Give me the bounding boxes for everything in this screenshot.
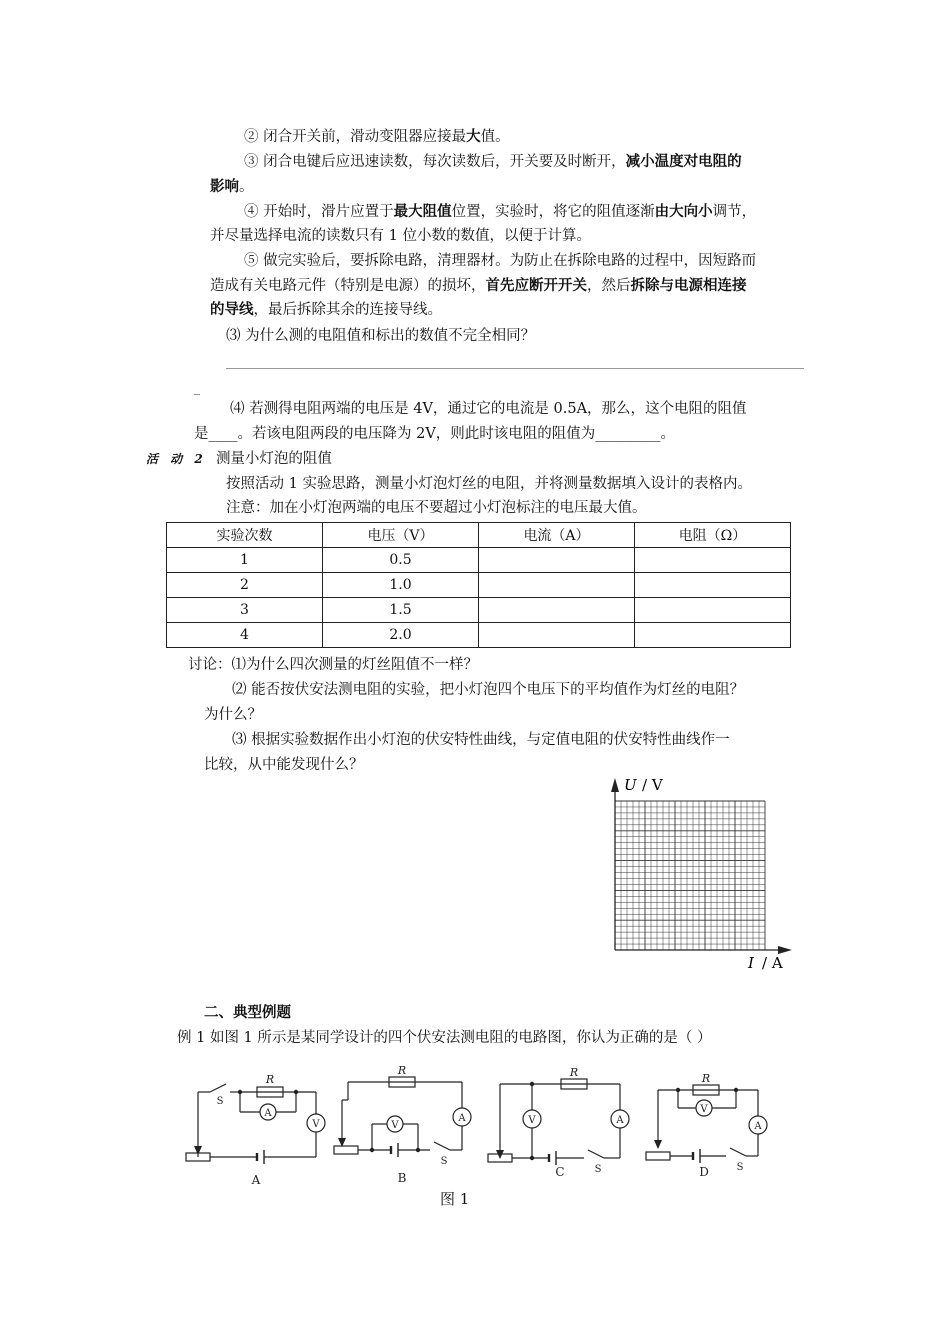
circuit-label-a: A — [251, 1173, 261, 1187]
circuit-label-d: D — [699, 1165, 709, 1179]
circuit-c — [488, 1079, 629, 1165]
circuit-label-b: B — [397, 1171, 407, 1185]
section-2-title: 二、典型例题 — [204, 1004, 291, 1021]
table-header: 实验次数 — [167, 523, 323, 548]
table-cell[interactable] — [635, 598, 791, 623]
step-4-line1: ④ 开始时，滑片应置于最大阻值位置，实验时，将它的阻值逐渐由大向小调节， — [244, 203, 757, 220]
question-4-line2: 是____。若该电阻两段的电压降为 2V，则此时该电阻的阻值为_________。 — [194, 426, 676, 442]
table-header-row — [167, 523, 791, 548]
activity-tag: 活 动 2 — [146, 452, 207, 466]
table-cell[interactable] — [635, 623, 791, 648]
discussion-3-line2: 比较，从中能发现什么？ — [204, 757, 364, 773]
discussion-1: 讨论：⑴为什么四次测量的灯丝阻值不一样？ — [188, 657, 478, 673]
table-row — [167, 598, 791, 623]
answer-line — [226, 368, 804, 369]
svg-text:R: R — [265, 1073, 275, 1086]
discussion-2-line2: 为什么？ — [204, 707, 262, 723]
svg-text:V: V — [528, 1115, 536, 1126]
step-5-line3: 的导线，最后拆除其余的连接导线。 — [210, 301, 442, 318]
table-cell: 1.5 — [323, 598, 479, 623]
discussion-3-line1: ⑶ 根据实验数据作出小灯泡的伏安特性曲线，与定值电阻的伏安特性曲线作一 — [232, 732, 730, 748]
step-2: ② 闭合开关前，滑动变阻器应接最大值。 — [244, 128, 510, 145]
step-5-line2: 造成有关电路元件（特别是电源）的损坏，首先应断开开关，然后拆除与电源相连接 — [210, 277, 747, 294]
svg-text:S: S — [440, 1156, 448, 1167]
svg-text:A: A — [616, 1115, 624, 1126]
ui-graph — [598, 770, 798, 976]
step-4-line2: 并尽量选择电流的读数只有 1 位小数的数值，以便于计算。 — [210, 228, 591, 244]
table-cell: 0.5 — [323, 548, 479, 573]
activity-2-note: 注意：加在小灯泡两端的电压不要超过小灯泡标注的电压最大值。 — [226, 500, 647, 516]
table-cell[interactable] — [479, 623, 635, 648]
circuit-figure — [180, 1060, 780, 1210]
x-axis-var: I — [748, 954, 754, 972]
answer-line-tail: _ — [194, 381, 200, 395]
svg-text:S: S — [594, 1164, 602, 1175]
measurement-table — [166, 522, 791, 648]
table-cell[interactable] — [635, 573, 791, 598]
table-cell[interactable] — [635, 548, 791, 573]
table-cell[interactable] — [479, 548, 635, 573]
y-arrow-icon — [611, 778, 619, 792]
svg-text:A: A — [754, 1121, 762, 1132]
svg-text:V: V — [391, 1120, 399, 1131]
question-3: ⑶ 为什么测的电阻值和标出的数值不完全相同？ — [226, 328, 536, 344]
table-header: 电压（V） — [323, 523, 479, 548]
svg-text:A: A — [264, 1108, 272, 1119]
table-cell: 3 — [167, 598, 323, 623]
svg-text:R: R — [701, 1072, 711, 1085]
svg-text:R: R — [397, 1064, 407, 1077]
figure-caption: 图 1 — [440, 1190, 470, 1208]
table-cell[interactable] — [479, 573, 635, 598]
x-axis-unit: / A — [762, 954, 783, 972]
y-axis-unit: / V — [642, 776, 663, 794]
svg-text:A: A — [458, 1113, 466, 1124]
svg-text:V: V — [312, 1119, 320, 1130]
table-row — [167, 623, 791, 648]
question-4-line1: ⑷ 若测得电阻两端的电压是 4V，通过它的电流是 0.5A，那么，这个电阻的阻值 — [230, 401, 747, 417]
svg-text:S: S — [736, 1162, 744, 1173]
svg-text:R: R — [569, 1066, 579, 1079]
table-header: 电流（A） — [479, 523, 635, 548]
table-cell: 2 — [167, 573, 323, 598]
svg-text:V: V — [700, 1104, 708, 1115]
circuit-d — [646, 1085, 767, 1163]
discussion-2-line1: ⑵ 能否按伏安法测电阻的实验，把小灯泡四个电压下的平均值作为灯丝的电阻？ — [232, 682, 745, 698]
step-5-line1: ⑤ 做完实验后，要拆除电路，清理器材。为防止在拆除电路的过程中，因短路而 — [244, 253, 757, 269]
table-cell: 4 — [167, 623, 323, 648]
table-row — [167, 548, 791, 573]
x-arrow-icon — [778, 946, 792, 954]
table-cell: 1 — [167, 548, 323, 573]
circuit-label-c: C — [555, 1165, 565, 1179]
graph-grid — [615, 801, 765, 950]
activity-2-heading — [146, 449, 332, 469]
table-cell: 2.0 — [323, 623, 479, 648]
svg-text:S: S — [216, 1096, 224, 1107]
circuit-a — [186, 1084, 325, 1164]
y-axis-var: U — [624, 776, 637, 794]
table-cell[interactable] — [479, 598, 635, 623]
circuit-b — [334, 1077, 471, 1157]
table-header: 电阻（Ω） — [635, 523, 791, 548]
table-row — [167, 573, 791, 598]
step-3-line2: 影响。 — [210, 178, 254, 195]
example-1: 例 1 如图 1 所示是某同学设计的四个伏安法测电阻的电路图，你认为正确的是（ ） — [177, 1030, 712, 1046]
activity-title: 测量小灯泡的阻值 — [215, 451, 332, 467]
activity-2-line1: 按照活动 1 实验思路，测量小灯泡灯丝的电阻，并将测量数据填入设计的表格内。 — [226, 476, 752, 492]
step-3-line1: ③ 闭合电键后应迅速读数，每次读数后，开关要及时断开，减小温度对电阻的 — [244, 153, 742, 170]
table-cell: 1.0 — [323, 573, 479, 598]
